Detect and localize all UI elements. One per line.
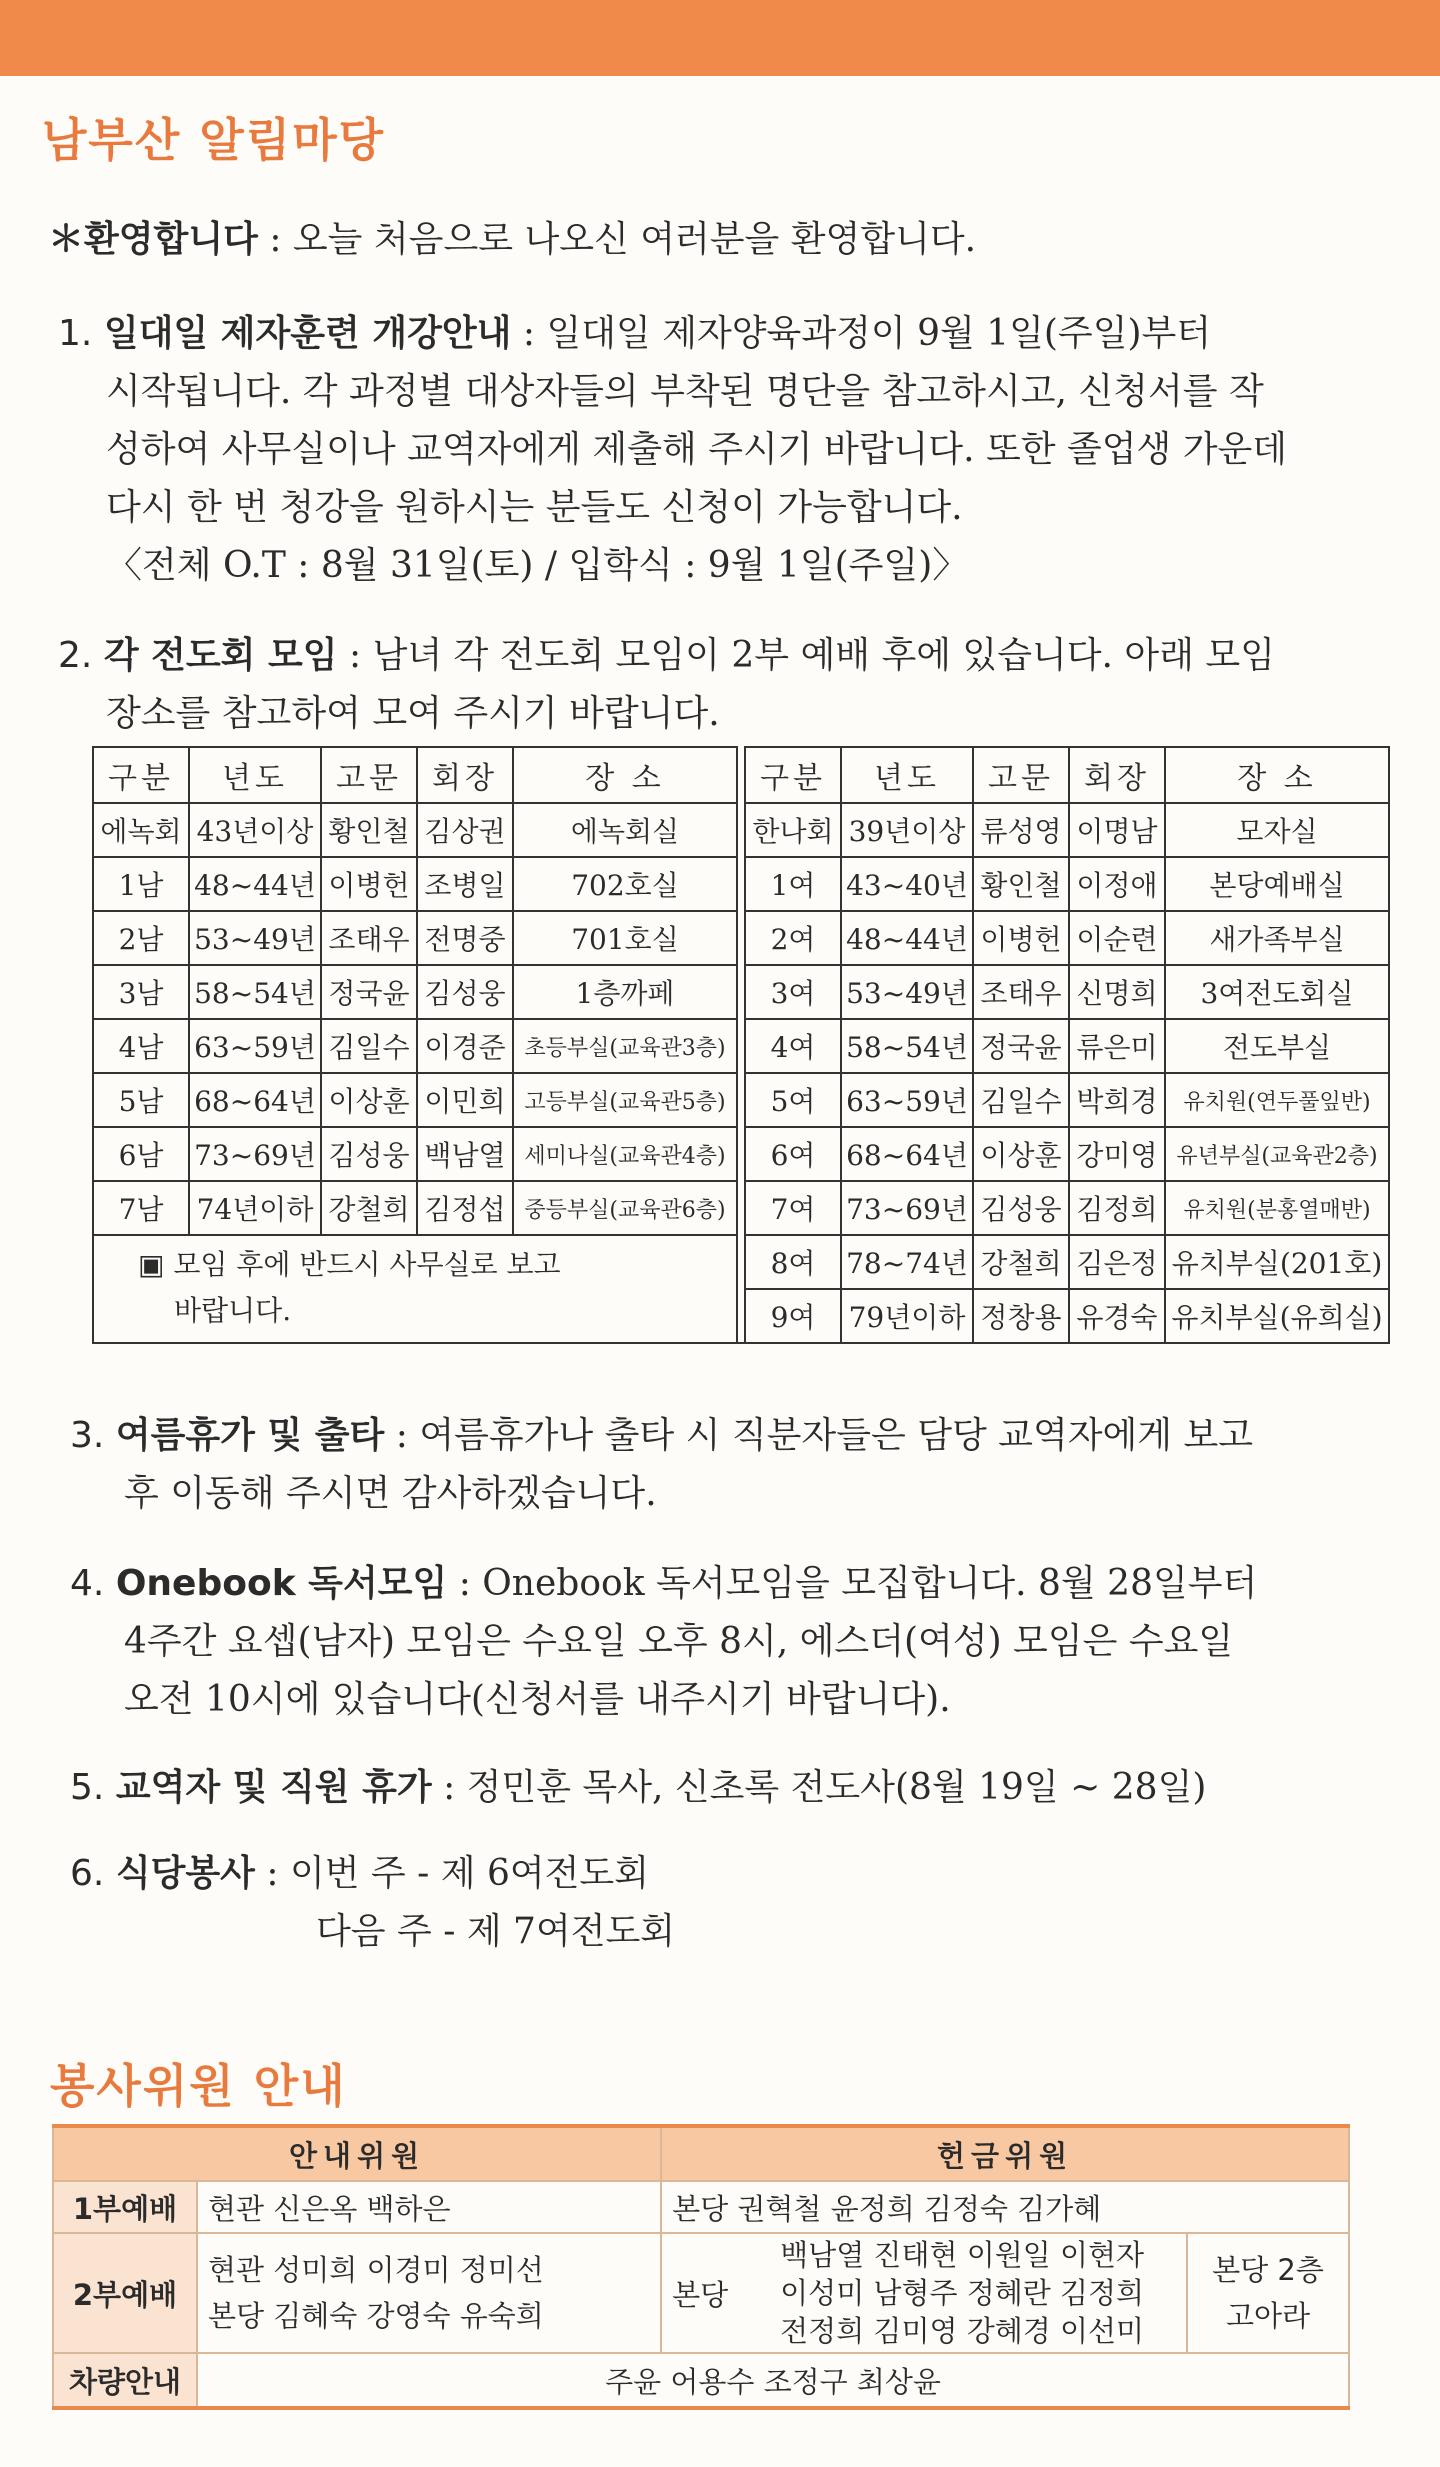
cell: 정국윤 bbox=[973, 1019, 1069, 1073]
item5-text: : 정민훈 목사, 신초록 전도사(8월 19일 ~ 28일) bbox=[431, 1767, 1207, 1808]
header-usher: 안내위원 bbox=[53, 2126, 661, 2181]
cell: 73~69년 bbox=[189, 1127, 321, 1181]
row2-extra bbox=[1187, 2233, 1349, 2353]
item6-title: 식당봉사 bbox=[115, 1853, 255, 1894]
cell: 이경준 bbox=[417, 1019, 513, 1073]
header-cell: 장 소 bbox=[513, 747, 737, 803]
cell: 유년부실(교육관2층) bbox=[1165, 1127, 1389, 1181]
cell: 황인철 bbox=[973, 857, 1069, 911]
cell: 류은미 bbox=[1069, 1019, 1165, 1073]
cell: 강철희 bbox=[973, 1235, 1069, 1289]
service-table bbox=[52, 2124, 1350, 2410]
column-separator bbox=[737, 857, 745, 911]
row-label: 2부예배 bbox=[53, 2233, 197, 2353]
cell: 3여전도회실 bbox=[1165, 965, 1389, 1019]
cell: 유경숙 bbox=[1069, 1289, 1165, 1343]
cell: 이정애 bbox=[1069, 857, 1165, 911]
cell: 74년이하 bbox=[189, 1181, 321, 1235]
service-row-1 bbox=[53, 2181, 1349, 2233]
cell: 김성웅 bbox=[321, 1127, 417, 1181]
cell: 3남 bbox=[93, 965, 189, 1019]
service-table-header bbox=[53, 2126, 1349, 2181]
item4-number: 4. bbox=[70, 1563, 105, 1604]
cell: 중등부실(교육관6층) bbox=[513, 1181, 737, 1235]
cell: 김성웅 bbox=[973, 1181, 1069, 1235]
item3-text-1: : 여름휴가나 출타 시 직분자들은 담당 교역자에게 보고 bbox=[384, 1415, 1254, 1456]
cell: 7여 bbox=[745, 1181, 841, 1235]
item1-line4: 다시 한 번 청강을 원하시는 분들도 신청이 가능합니다. bbox=[106, 487, 963, 528]
column-separator bbox=[737, 803, 745, 857]
column-separator bbox=[737, 747, 745, 803]
cell: 이상훈 bbox=[973, 1127, 1069, 1181]
cell: 박희경 bbox=[1069, 1073, 1165, 1127]
cell: 이상훈 bbox=[321, 1073, 417, 1127]
cell: 43년이상 bbox=[189, 803, 321, 857]
cell: 유치원(분홍열매반) bbox=[1165, 1181, 1389, 1235]
cell: 에녹회실 bbox=[513, 803, 737, 857]
cell: 류성영 bbox=[973, 803, 1069, 857]
cell: 48~44년 bbox=[189, 857, 321, 911]
service-title: 봉사위원 안내 bbox=[50, 2059, 347, 2113]
welcome-text: : 오늘 처음으로 나오신 여러분을 환영합니다. bbox=[257, 219, 977, 260]
column-separator bbox=[737, 1127, 745, 1181]
top-accent-bar bbox=[0, 0, 1440, 76]
cell: 2남 bbox=[93, 911, 189, 965]
cell: 1층까페 bbox=[513, 965, 737, 1019]
cell: 4여 bbox=[745, 1019, 841, 1073]
item1-title: 일대일 제자훈련 개강안내 bbox=[103, 313, 512, 354]
table-row bbox=[93, 1019, 1389, 1073]
cell: 새가족부실 bbox=[1165, 911, 1389, 965]
cell: 6남 bbox=[93, 1127, 189, 1181]
column-separator bbox=[737, 911, 745, 965]
item5-line bbox=[70, 1764, 1206, 1812]
cell: 강미영 bbox=[1069, 1127, 1165, 1181]
item1-number: 1. bbox=[58, 313, 93, 354]
item1-line1 bbox=[58, 310, 1211, 358]
table-row bbox=[93, 803, 1389, 857]
welcome-title: ＊환영합니다 bbox=[48, 219, 258, 260]
table-row bbox=[93, 857, 1389, 911]
cell: 유치원(연두풀잎반) bbox=[1165, 1073, 1389, 1127]
cell: 김은정 bbox=[1069, 1235, 1165, 1289]
item3-line2: 후 이동해 주시면 감사하겠습니다. bbox=[124, 1473, 657, 1514]
row2-offering-place: 본당 bbox=[661, 2233, 738, 2353]
item6-text-1: : 이번 주 - 제 6여전도회 bbox=[254, 1853, 649, 1894]
item3-line1 bbox=[70, 1412, 1253, 1460]
table-row bbox=[93, 1073, 1389, 1127]
extra-line: 고아라 bbox=[1225, 2299, 1311, 2333]
cell: 63~59년 bbox=[841, 1073, 973, 1127]
extra-line: 본당 2층 bbox=[1212, 2253, 1324, 2287]
header-cell: 장 소 bbox=[1165, 747, 1389, 803]
cell: 2여 bbox=[745, 911, 841, 965]
cell: 조태우 bbox=[973, 965, 1069, 1019]
cell: 정창용 bbox=[973, 1289, 1069, 1343]
meeting-table-header bbox=[93, 747, 1389, 803]
cell: 이민희 bbox=[417, 1073, 513, 1127]
cell: 8여 bbox=[745, 1235, 841, 1289]
header-cell: 회장 bbox=[1069, 747, 1165, 803]
cell: 79년이하 bbox=[841, 1289, 973, 1343]
cell: 한나회 bbox=[745, 803, 841, 857]
item2-line1 bbox=[58, 632, 1275, 680]
table-row bbox=[93, 965, 1389, 1019]
column-separator bbox=[737, 1289, 745, 1343]
cell: 78~74년 bbox=[841, 1235, 973, 1289]
cell: 3여 bbox=[745, 965, 841, 1019]
usher-line: 본당 김혜숙 강영숙 유숙희 bbox=[208, 2299, 544, 2333]
table-row bbox=[93, 911, 1389, 965]
cell: 에녹회 bbox=[93, 803, 189, 857]
cell: 1여 bbox=[745, 857, 841, 911]
cell: 701호실 bbox=[513, 911, 737, 965]
note-line: 바랍니다. bbox=[174, 1294, 292, 1327]
cell: 김일수 bbox=[973, 1073, 1069, 1127]
cell: 7남 bbox=[93, 1181, 189, 1235]
cell: 김상권 bbox=[417, 803, 513, 857]
item2-line2: 장소를 참고하여 모여 주시기 바랍니다. bbox=[106, 693, 720, 734]
item4-text-1: : Onebook 독서모임을 모집합니다. 8월 28일부터 bbox=[447, 1563, 1258, 1604]
cell: 조병일 bbox=[417, 857, 513, 911]
column-separator bbox=[737, 965, 745, 1019]
cell: 5여 bbox=[745, 1073, 841, 1127]
meeting-table bbox=[92, 746, 1390, 1344]
header-cell: 년도 bbox=[189, 747, 321, 803]
row2-offering-names bbox=[738, 2233, 1187, 2353]
item5-number: 5. bbox=[70, 1767, 105, 1808]
item6-number: 6. bbox=[70, 1853, 105, 1894]
cell: 5남 bbox=[93, 1073, 189, 1127]
cell: 정국윤 bbox=[321, 965, 417, 1019]
header-cell: 고문 bbox=[973, 747, 1069, 803]
cell: 고등부실(교육관5층) bbox=[513, 1073, 737, 1127]
cell: 48~44년 bbox=[841, 911, 973, 965]
item1-line2: 시작됩니다. 각 과정별 대상자들의 부착된 명단을 참고하시고, 신청서를 작 bbox=[106, 371, 1264, 412]
cell: 신명희 bbox=[1069, 965, 1165, 1019]
cell: 김성웅 bbox=[417, 965, 513, 1019]
cell: 58~54년 bbox=[189, 965, 321, 1019]
cell: 전명중 bbox=[417, 911, 513, 965]
usher-line: 현관 성미희 이경미 정미선 bbox=[208, 2253, 544, 2287]
column-separator bbox=[737, 1235, 745, 1289]
cell: 53~49년 bbox=[841, 965, 973, 1019]
cell: 김정희 bbox=[1069, 1181, 1165, 1235]
cell: 68~64년 bbox=[189, 1073, 321, 1127]
cell: 39년이상 bbox=[841, 803, 973, 857]
cell: 모자실 bbox=[1165, 803, 1389, 857]
item4-line2: 4주간 요셉(남자) 모임은 수요일 오후 8시, 에스더(여성) 모임은 수요일 bbox=[124, 1621, 1234, 1662]
cell: 63~59년 bbox=[189, 1019, 321, 1073]
cell: 1남 bbox=[93, 857, 189, 911]
offering-line: 전정희 김미영 강혜경 이선미 bbox=[780, 2314, 1144, 2348]
cell: 김정섭 bbox=[417, 1181, 513, 1235]
cell: 이병헌 bbox=[973, 911, 1069, 965]
cell: 김일수 bbox=[321, 1019, 417, 1073]
header-cell: 회장 bbox=[417, 747, 513, 803]
item4-line1 bbox=[70, 1560, 1257, 1608]
item2-title: 각 전도회 모임 bbox=[103, 635, 338, 676]
table-row bbox=[93, 1127, 1389, 1181]
cell: 조태우 bbox=[321, 911, 417, 965]
cell: 43~40년 bbox=[841, 857, 973, 911]
cell: 73~69년 bbox=[841, 1181, 973, 1235]
cell: 황인철 bbox=[321, 803, 417, 857]
cell: 강철희 bbox=[321, 1181, 417, 1235]
item4-line3: 오전 10시에 있습니다(신청서를 내주시기 바랍니다). bbox=[124, 1679, 951, 1720]
row-label: 1부예배 bbox=[53, 2181, 197, 2233]
cell: 본당예배실 bbox=[1165, 857, 1389, 911]
row1-usher: 현관 신은옥 백하은 bbox=[197, 2181, 661, 2233]
item2-number: 2. bbox=[58, 635, 93, 676]
item1-line3: 성하여 사무실이나 교역자에게 제출해 주시기 바랍니다. 또한 졸업생 가운데 bbox=[106, 429, 1288, 470]
column-separator bbox=[737, 1181, 745, 1235]
column-separator bbox=[737, 1073, 745, 1127]
cell: 세미나실(교육관4층) bbox=[513, 1127, 737, 1181]
item4-title: Onebook 독서모임 bbox=[115, 1563, 448, 1604]
item3-number: 3. bbox=[70, 1415, 105, 1456]
item6-line1 bbox=[70, 1850, 649, 1898]
cell: 이병헌 bbox=[321, 857, 417, 911]
offering-line: 이성미 남형주 정혜란 김정희 bbox=[780, 2276, 1144, 2310]
cell: 전도부실 bbox=[1165, 1019, 1389, 1073]
header-cell: 구분 bbox=[93, 747, 189, 803]
table-row bbox=[93, 1181, 1389, 1235]
note-line: ▣ 모임 후에 반드시 사무실로 보고 bbox=[138, 1248, 561, 1281]
service-row-2 bbox=[53, 2233, 1349, 2353]
row2-usher bbox=[197, 2233, 661, 2353]
meeting-note bbox=[93, 1235, 737, 1343]
item1-line5: 〈전체 O.T : 8월 31일(토) / 입학식 : 9월 1일(주일)〉 bbox=[106, 545, 969, 586]
cell: 초등부실(교육관3층) bbox=[513, 1019, 737, 1073]
cell: 702호실 bbox=[513, 857, 737, 911]
header-cell: 구분 bbox=[745, 747, 841, 803]
cell: 58~54년 bbox=[841, 1019, 973, 1073]
cell: 6여 bbox=[745, 1127, 841, 1181]
item1-text-1: : 일대일 제자양육과정이 9월 1일(주일)부터 bbox=[511, 313, 1212, 354]
column-separator bbox=[737, 1019, 745, 1073]
item6-line2: 다음 주 - 제 7여전도회 bbox=[316, 1911, 676, 1952]
cell: 9여 bbox=[745, 1289, 841, 1343]
cell: 유치부실(201호) bbox=[1165, 1235, 1389, 1289]
service-row-3 bbox=[53, 2353, 1349, 2408]
cell: 68~64년 bbox=[841, 1127, 973, 1181]
row3-driver-names: 주윤 어용수 조정구 최상윤 bbox=[197, 2353, 1349, 2408]
item3-title: 여름휴가 및 출타 bbox=[115, 1415, 385, 1456]
row1-offering: 본당 권혁철 윤정희 김정숙 김가혜 bbox=[661, 2181, 1349, 2233]
header-cell: 고문 bbox=[321, 747, 417, 803]
item2-text-1: : 남녀 각 전도회 모임이 2부 예배 후에 있습니다. 아래 모임 bbox=[337, 635, 1275, 676]
header-offering: 헌금위원 bbox=[661, 2126, 1349, 2181]
cell: 4남 bbox=[93, 1019, 189, 1073]
offering-line: 백남열 진태현 이원일 이현자 bbox=[780, 2238, 1144, 2272]
welcome-line bbox=[48, 216, 976, 264]
row-label: 차량안내 bbox=[53, 2353, 197, 2408]
cell: 53~49년 bbox=[189, 911, 321, 965]
cell: 유치부실(유희실) bbox=[1165, 1289, 1389, 1343]
cell: 백남열 bbox=[417, 1127, 513, 1181]
item5-title: 교역자 및 직원 휴가 bbox=[115, 1767, 432, 1808]
cell: 이순련 bbox=[1069, 911, 1165, 965]
section-title: 남부산 알림마당 bbox=[42, 113, 386, 167]
cell: 이명남 bbox=[1069, 803, 1165, 857]
header-cell: 년도 bbox=[841, 747, 973, 803]
table-row bbox=[93, 1235, 1389, 1289]
